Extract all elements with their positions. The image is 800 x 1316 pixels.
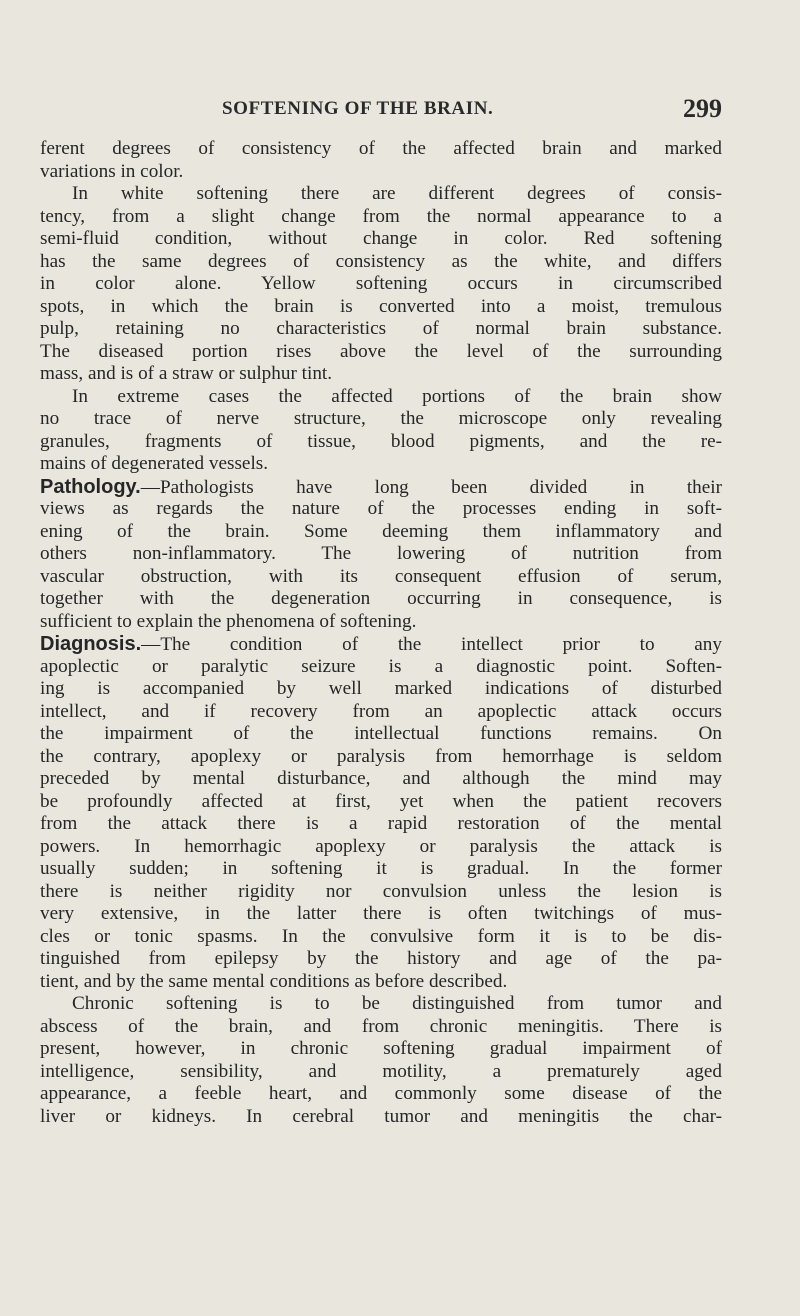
text-line: powers. In hemorrhagic apoplexy or paralysis the attack is <box>40 835 722 857</box>
text-line: mass, and is of a straw or sulphur tint. <box>40 363 333 384</box>
text-line: the contrary, apoplexy or paralysis from hemorrhage is seldom <box>40 745 722 767</box>
text-line: has the same degrees of consistency as the white, and differs <box>40 250 722 272</box>
text-line: apoplectic or paralytic seizure is a diagnostic point. Soften- <box>40 655 722 677</box>
text-line: present, however, in chronic softening gradual impairment of <box>40 1038 722 1059</box>
body-text <box>40 138 722 1128</box>
text-line: ening of the brain. Some deeming them inflammatory and <box>40 520 722 542</box>
text-line: pulp, retaining no characteristics of normal brain substance. <box>40 318 722 339</box>
text-line: The diseased portion rises above the level of the surrounding <box>40 340 722 362</box>
section-heading-pathology: Pathology. <box>40 475 141 498</box>
text-line: spots, in which the brain is converted into a moist, tremulous <box>40 295 722 317</box>
text-line: liver or kidneys. In cerebral tumor and meningitis the char- <box>40 1105 722 1127</box>
text-line: there is neither rigidity nor convulsion unless the lesion is <box>40 880 722 902</box>
text-line: mains of degenerated vessels. <box>40 453 269 474</box>
text-line: tinguished from epilepsy by the history and age of the pa- <box>40 948 722 969</box>
text-line: together with the degeneration occurring in consequence, is <box>40 588 722 609</box>
text-line: In extreme cases the affected portions of the brain show <box>72 385 722 407</box>
text-line: intelligence, sensibility, and motility, a prematurely aged <box>40 1060 722 1082</box>
section-heading-diagnosis: Diagnosis. <box>40 633 142 655</box>
text-line: the impairment of the intellectual functions remains. On <box>40 723 722 744</box>
text-line: sufficient to explain the phenomena of softening. <box>40 610 417 632</box>
text-line: tency, from a slight change from the normal appearance to a <box>40 205 722 227</box>
text-line: ferent degrees of consistency of the affected brain and marked <box>40 138 722 159</box>
text-line: abscess of the brain, and from chronic meningitis. There is <box>40 1015 722 1037</box>
text-line: others non-inflammatory. The lowering of nutrition from <box>40 543 722 564</box>
text-line: cles or tonic spasms. In the convulsive form it is to be dis- <box>40 925 722 947</box>
text-line: in color alone. Yellow softening occurs in circumscribed <box>40 273 722 294</box>
text-line-body: —Pathologists have long been divided in their <box>140 476 722 498</box>
text-line: views as regards the nature of the processes ending in soft- <box>40 498 722 519</box>
running-head <box>40 94 722 130</box>
text-line: ing is accompanied by well marked indications of disturbed <box>40 678 722 699</box>
text-line <box>40 476 722 499</box>
page-number: 299 <box>683 94 722 123</box>
running-title: SOFTENING OF THE BRAIN. <box>222 98 494 119</box>
text-line: semi-fluid condition, without change in color. Red softening <box>40 228 722 249</box>
text-line: tient, and by the same mental conditions as before described. <box>40 970 508 992</box>
text-line: be profoundly affected at first, yet when the patient recovers <box>40 790 722 812</box>
text-line: usually sudden; in softening it is gradual. In the former <box>40 858 722 879</box>
text-line: Chronic softening is to be distinguished from tumor and <box>72 993 722 1014</box>
text-line: from the attack there is a rapid restoration of the mental <box>40 813 722 834</box>
text-line: preceded by mental disturbance, and although the mind may <box>40 768 722 789</box>
text-line: appearance, a feeble heart, and commonly some disease of the <box>40 1083 722 1104</box>
text-line-body: —The condition of the intellect prior to any <box>141 634 722 655</box>
text-line: very extensive, in the latter there is often twitchings of mus- <box>40 903 722 924</box>
text-line: granules, fragments of tissue, blood pigments, and the re- <box>40 430 722 452</box>
text-line: variations in color. <box>40 160 184 182</box>
text-line: no trace of nerve structure, the microscope only revealing <box>40 408 722 429</box>
text-line: In white softening there are different degrees of consis- <box>72 183 722 204</box>
text-line <box>40 633 722 656</box>
text-line: vascular obstruction, with its consequent effusion of serum, <box>40 565 722 587</box>
text-line: intellect, and if recovery from an apoplectic attack occurs <box>40 700 722 722</box>
